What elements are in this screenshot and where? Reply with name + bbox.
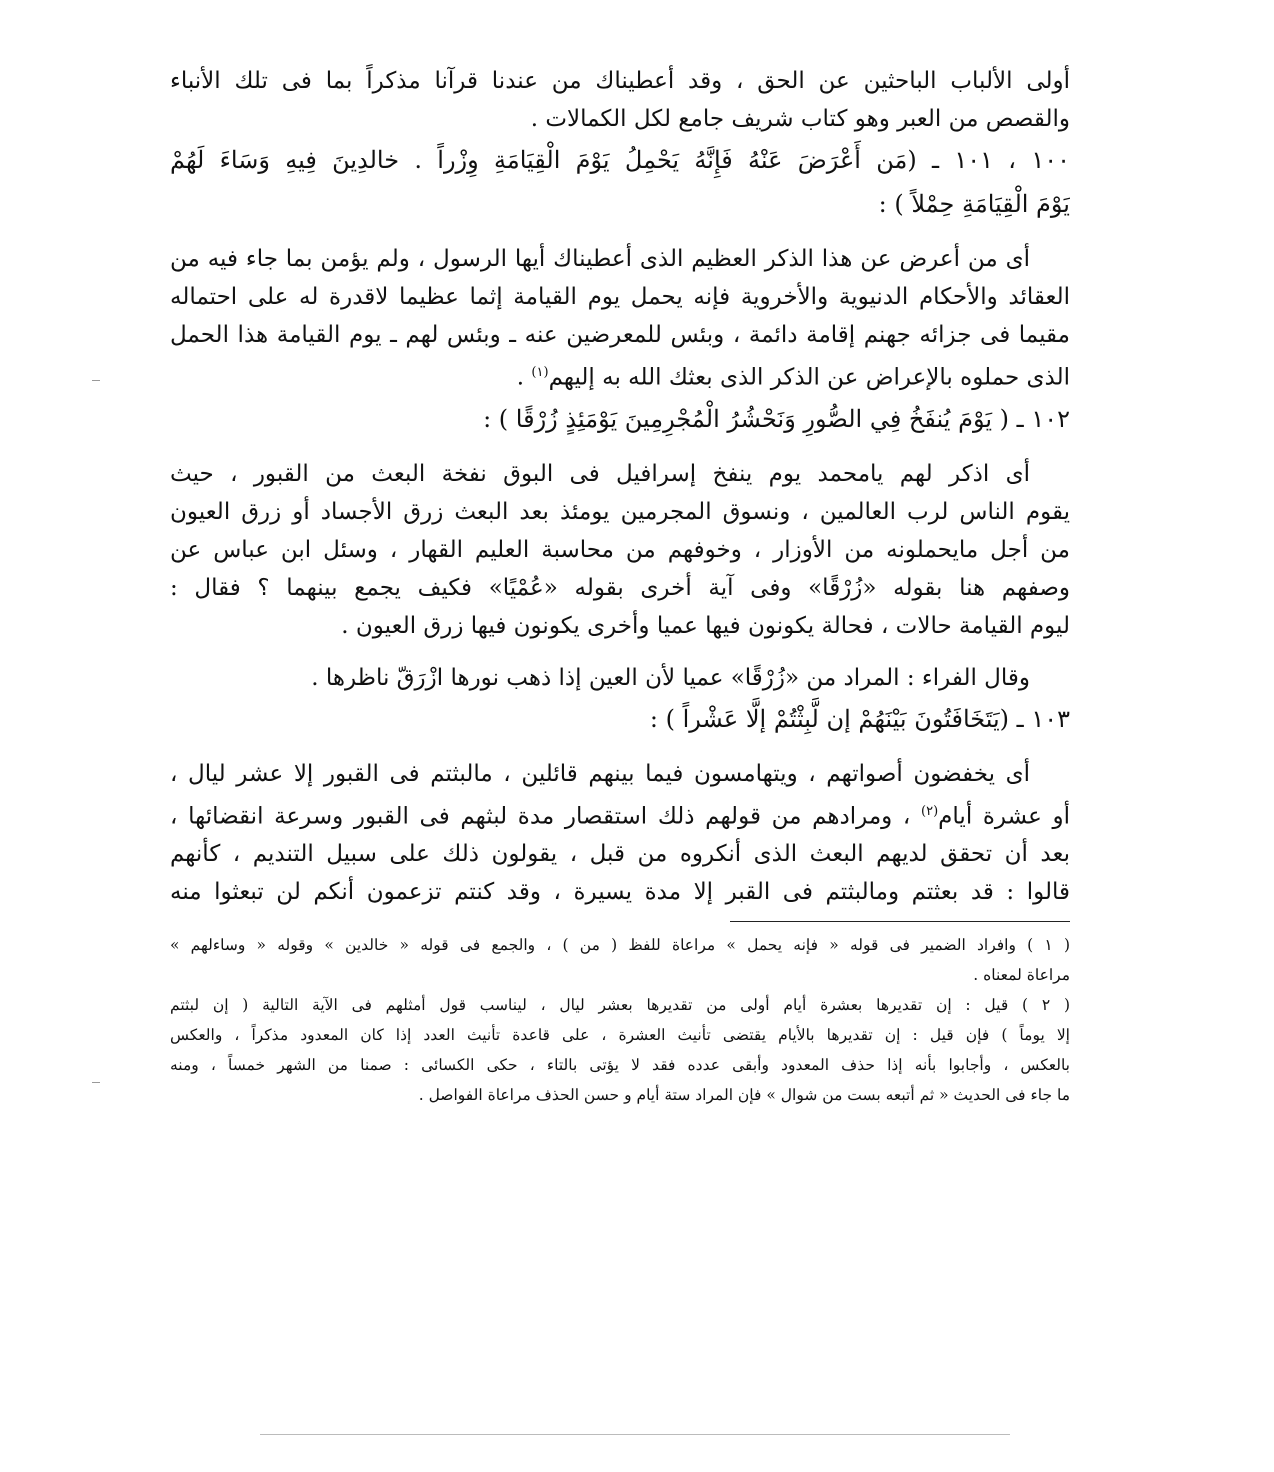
footnote-line: ما جاء فى الحديث « ثم أتبعه بست من شوال » فإن المراد ستة أيام و حسن الحذف مراعاة الفواصل . (418, 1086, 1070, 1105)
footnote-line: ( ١ ) وافراد الضمير فى قوله « فإنه يحمل » مراعاة للفظ ( من ) ، والجمع فى قوله « خالدين » وقوله « وساءلهم » (170, 936, 1070, 955)
text-line: أولى الألباب الباحثين عن الحق ، وقد أعطيناك من عندنا قرآنا مذكراً بما فى تلك الأنباء (170, 68, 1070, 94)
text-line (170, 793, 1070, 836)
text-line: بعد أن تحقق لديهم البعث الذى أنكروه من قبل ، يقولون ذلك على سبيل التنديم ، كأنهم (170, 841, 1070, 868)
text-line: وصفهم هنا بقوله «زُرْقًا» وفى آية أخرى بقوله «عُمْيًا» فكيف يجمع بينهما ؟ فقال : (170, 574, 1070, 601)
footnote-ref: (٢) (921, 803, 939, 819)
text-line: يقوم الناس لرب العالمين ، ونسوق المجرمين يومئذ بعد البعث زرق الأجساد أو زرق العيون (170, 498, 1070, 525)
text-line: مقيما فى جزائه جهنم إقامة دائمة ، وبئس للمعرضين عنه ـ وبئس لهم ـ يوم القيامة هذا الحمل (170, 322, 1070, 348)
margin-mark (92, 380, 100, 381)
text-line: والقصص من العبر وهو كتاب شريف جامع لكل الكمالات . (530, 106, 1070, 132)
text-line: أى من أعرض عن هذا الذكر العظيم الذى أعطيناك أيها الرسول ، ولم يؤمن بما جاء فيه من (170, 246, 1030, 272)
footnote-line: إلا يوماً ) فإن قيل : إن تقديرها بالأيام يقتضى تأنيث العشرة ، على قاعدة تأنيث العدد إذا كان المعدود مذكراً ، والعكس (170, 1026, 1070, 1045)
footnote-line: ( ٢ ) قيل : إن تقديرها بعشرة أيام أولى من تقديرها بعشر ليال ، ليناسب قول أمثلهم فى الآية التالية ( إن لبثتم (170, 996, 1070, 1015)
text-line: الذى حملوه بالإعراض عن الذكر الذى بعثك الله به إليهم$^{(١)}$ . (516, 364, 1070, 391)
verse-heading: ١٠٣ ـ (يَتَخَافَتُونَ بَيْنَهُمْ إن لَّبِثْتُمْ إلَّا عَشْراً ) : (649, 704, 1070, 733)
footnote-rule (730, 921, 1070, 922)
text-line: وقال الفراء : المراد من «زُرْقًا» عميا لأن العين إذا ذهب نورها ازْرَقّ ناظرها . (311, 664, 1030, 691)
text-line: أى يخفضون أصواتهم ، ويتهامسون فيما بينهم قائلين ، مالبثتم فى القبور إلا عشر ليال ، (170, 760, 1030, 787)
text-line: ليوم القيامة حالات ، فحالة يكونون فيها عميا وأخرى يكونون فيها زرق العيون . (341, 612, 1070, 639)
text-line: قالوا : قد بعثتم ومالبثتم فى القبر إلا مدة يسيرة ، وقد كنتم تزعمون أنكم لن تبعثوا منه (170, 879, 1070, 906)
text-span: الذى حملوه بالإعراض عن الذكر الذى بعثك الله به إليهم (548, 364, 1070, 391)
text-line: العقائد والأحكام الدنيوية والأخروية فإنه يحمل يوم القيامة إثما عظيما لاقدرة له على احتماله (170, 284, 1070, 310)
footnote-ref: (١) (531, 365, 549, 380)
verse-heading: ١٠٠ ، ١٠١ ـ (مَن أَعْرَضَ عَنْهُ فَإِنَّهُ يَحْمِلُ يَوْمَ الْقِيَامَةِ وِزْراً . خالدِينَ فِيهِ وَسَاءَ لَهُمْ (170, 146, 1070, 174)
page-bottom-rule (260, 1434, 1010, 1435)
verse-heading: ١٠٢ ـ ( يَوْمَ يُنفَخُ فِي الصُّورِ وَنَحْشُرُ الْمُجْرِمِينَ يَوْمَئِذٍ زُرْقًا ) : (483, 404, 1070, 433)
margin-mark (92, 1082, 100, 1083)
footnote-line: بالعكس ، وأجابوا بأنه إذا حذف المعدود وأبقى عدده فقد لا يؤتى بالتاء ، حكى الكسائى : صمنا من الشهر خمساً ، ومنه (170, 1056, 1070, 1075)
text-line: أى اذكر لهم يامحمد يوم ينفخ إسرافيل فى البوق نفخة البعث من القبور ، حيث (170, 460, 1030, 487)
text-span: ، ومرادهم من قولهم ذلك استقصار مدة لبثهم فى القبور وسرعة انقضائها ، (170, 803, 911, 830)
footnote-line: مراعاة لمعناه . (973, 966, 1070, 985)
page-body (170, 50, 1070, 1110)
text-span: أو عشرة أيام (938, 803, 1070, 830)
text-line: من أجل مايحملونه من الأوزار ، وخوفهم من محاسبة العليم القهار ، وسئل ابن عباس عن (170, 536, 1070, 563)
verse-heading: يَوْمَ الْقِيَامَةِ حِمْلاً ) : (878, 190, 1070, 218)
